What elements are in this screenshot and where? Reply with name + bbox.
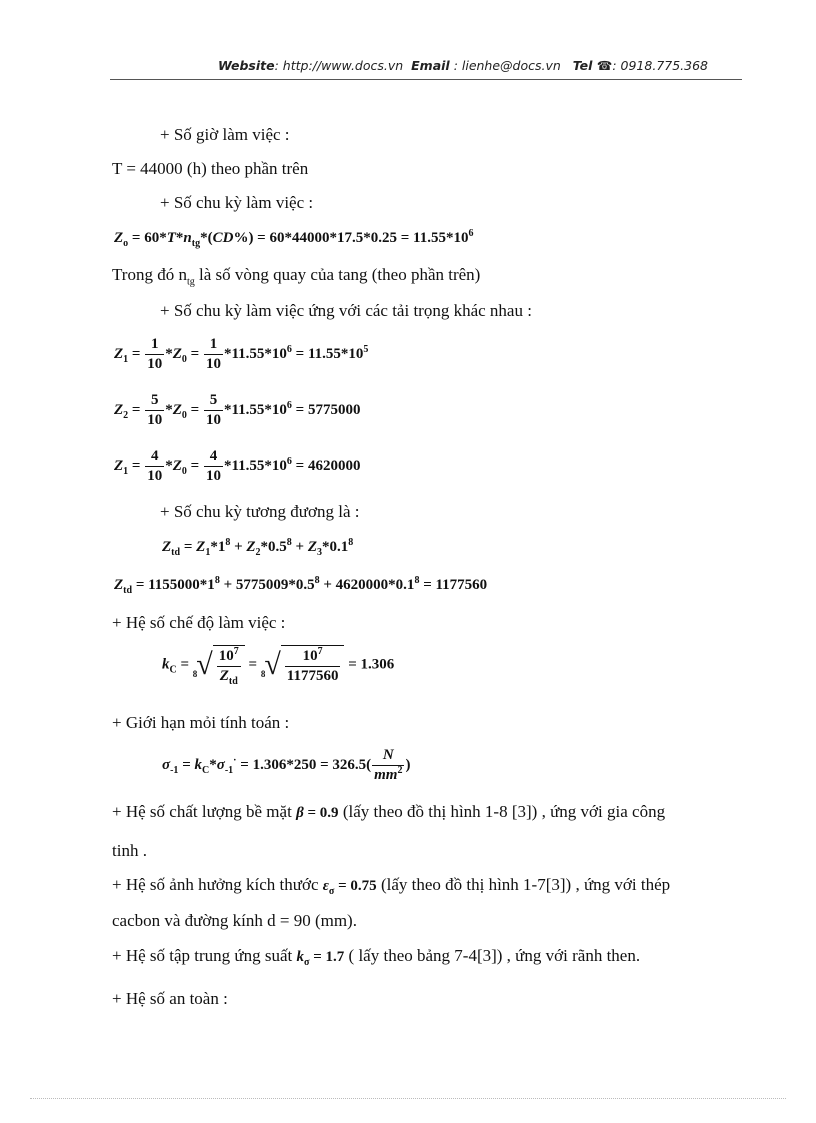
email-value: : lienhe@docs.vn [449,58,561,73]
formula-ztd: $Z_{td} = Z_1*1^8 + Z_2*0.5^8 + Z_3*0.1^8$ [162,537,354,558]
formula-z1: $Z_1$ = $\frac{1}{10}$ $*Z_0$ = $\frac{1}{10}$ $*11.55*10^6 = 11.55*10^5$ [114,336,369,372]
website-label: Website [218,58,275,73]
tel-value: : 0918.775.368 [612,58,709,73]
footer-divider [30,1098,786,1099]
page-header [218,58,709,73]
text-cycles-per-load: + Số chu kỳ làm việc ứng với các tải trọng khác nhau : [160,301,532,320]
formula-z0: $Z_o = 60*T*n_{tg}*(CD\%) = 60*44000*17.5*0.25 = 11.55*10^6$ [114,228,474,249]
text-finishing: tinh . [112,841,147,860]
text-surface-quality: + Hệ số chất lượng bề mặt β = 0.9 (lấy theo đồ thị hình 1-8 [3]) , ứng với gia công [112,802,666,821]
website-value: : http://www.docs.vn [274,58,404,73]
text-stress-concentration: + Hệ số tập trung ứng suất $k_\sigma = 1.7$ ( lấy theo bảng 7-4[3]) , ứng với rãnh then. [112,946,641,968]
text-where-ntg: Trong đó $n_{tg}$ là số vòng quay của tang (theo phần trên) [112,265,481,288]
tel-label: Tel ☎ [572,58,613,73]
text-working-hours: + Số giờ làm việc : [160,125,290,144]
text-working-cycles: + Số chu kỳ làm việc : [160,193,314,212]
formula-ztd-value: $Z_{td} = 1155000*1^8 + 5775009*0.5^8 + 4620000*0.1^8 = 1177560$ [114,575,488,596]
formula-z3: $Z_1$ = $\frac{4}{10}$ $*Z_0$ = $\frac{4}{10}$ $*11.55*10^6 = 4620000$ [114,448,361,484]
header-divider [110,79,742,80]
formula-sigma: $\sigma_{-1} = k_C*\sigma_{-1}^\cdot = 1.306*250 = 326.5$( $\frac{N}{mm^2}$ ) [162,747,411,783]
text-size-effect: + Hệ số ảnh hưởng kích thước $\varepsilon_\sigma = 0.75$ (lấy theo đồ thị hình 1-7[3]) , ứng với thép [112,875,671,897]
text-T-value: T = 44000 (h) theo phần trên [112,159,309,178]
formula-kc: $k_C = _8√$ $\frac{10^7}{Z_{td}}$ = $_8$√ $\frac{10^7}{1177560}$ = 1.306 [162,646,395,687]
text-safety-factor: + Hệ số an toàn : [112,989,228,1008]
text-fatigue-limit: + Giới hạn mỏi tính toán : [112,713,290,732]
text-equivalent-cycles: + Số chu kỳ tương đương là : [160,502,360,521]
email-label: Email [411,58,450,73]
formula-z2: $Z_2$ = $\frac{5}{10}$ $*Z_0$ = $\frac{5}{10}$ $*11.55*10^6 = 5775000$ [114,392,361,428]
text-mode-coefficient: + Hệ số chế độ làm việc : [112,613,286,632]
text-carbon-steel: cacbon và đường kính d = 90 (mm). [112,911,357,930]
